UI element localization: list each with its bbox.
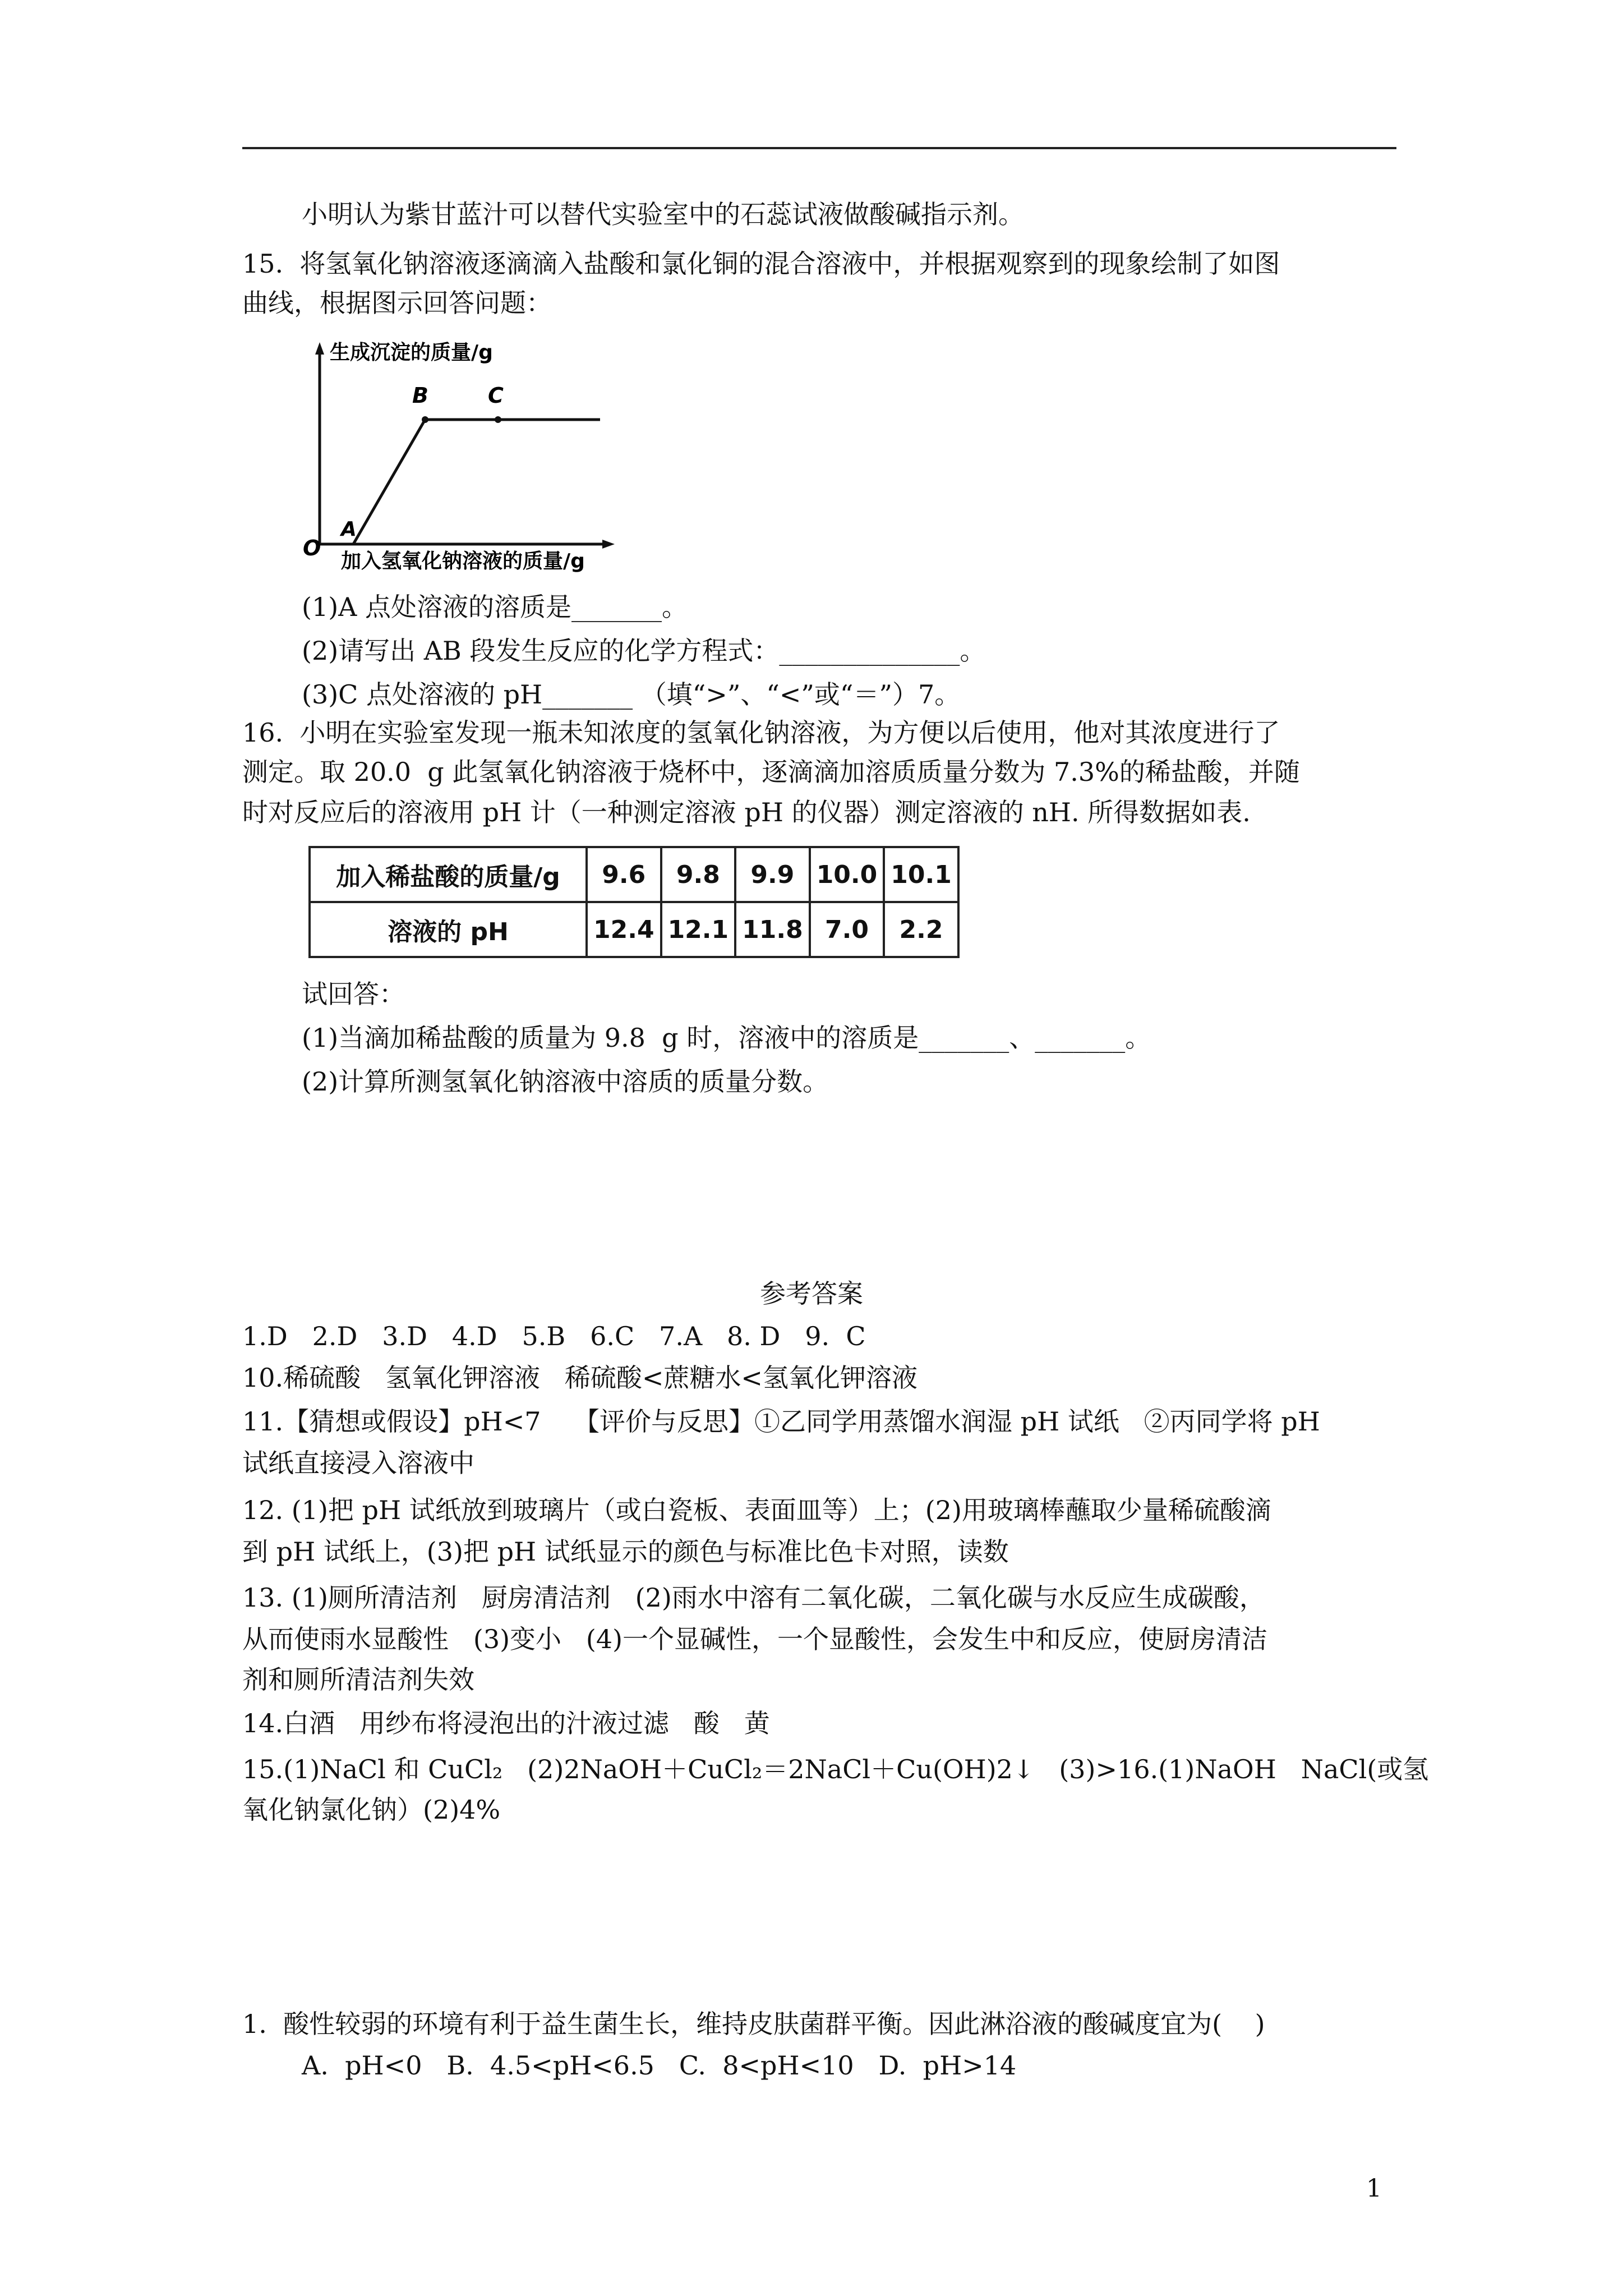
graph-ylabel: 生成沉淀的质量/g — [330, 341, 493, 364]
answer-line: 11.【猜想或假设】pH<7 【评价与反思】①乙同学用蒸馏水润湿 pH 试纸 ②丙同学将 pH — [242, 1406, 1320, 1437]
precipitate-graph — [303, 337, 662, 572]
answer-line: 15.(1)NaCl 和 CuCl₂ (2)2NaOH＋CuCl₂＝2NaCl＋Cu(OH)2↓ (3)>16.(1)NaOH NaCl(或氢 — [242, 1754, 1429, 1784]
table-cell: 10.1 — [884, 847, 958, 902]
intro-line: 小明认为紫甘蓝汁可以替代实验室中的石蕊试液做酸碱指示剂。 — [302, 199, 1024, 229]
graph-point-c: C — [488, 383, 504, 408]
answer-line: 剂和厕所清洁剂失效 — [242, 1664, 474, 1695]
graph-origin: O — [303, 536, 321, 560]
answers-title: 参考答案 — [760, 1278, 863, 1309]
table-cell: 12.4 — [587, 902, 661, 957]
answer-line: 10.稀硫酸 氢氧化钾溶液 稀硫酸<蔗糖水<氢氧化钾溶液 — [242, 1363, 917, 1393]
graph-point-a: A — [341, 518, 357, 541]
q16-stem-1: 16. 小明在实验室发现一瓶未知浓度的氢氧化钠溶液，为方便以后使用，他对其浓度进行了 — [242, 717, 1280, 748]
graph-point-b: B — [412, 383, 428, 408]
table-row — [310, 847, 958, 902]
x-axis-arrow — [602, 540, 615, 549]
answer-line: 12. (1)把 pH 试纸放到玻璃片（或白瓷板、表面皿等）上；(2)用玻璃棒蘸取少量稀硫酸滴 — [242, 1495, 1271, 1525]
precipitate-curve — [353, 420, 600, 544]
q16-stem-2: 测定。取 20.0 g 此氢氧化钠溶液于烧杯中，逐滴滴加溶质质量分数为 7.3%的稀盐酸，并随 — [242, 757, 1300, 787]
q15-sub2: (2)请写出 AB 段发生反应的化学方程式：______________。 — [302, 636, 986, 666]
q15-stem-1: 15. 将氢氧化钠溶液逐滴滴入盐酸和氯化铜的混合溶液中，并根据观察到的现象绘制了如图 — [242, 249, 1280, 279]
extra-question-options: A. pH<0 B. 4.5<pH<6.5 C. 8<pH<10 D. pH>14 — [302, 2050, 1017, 2081]
table-cell: 12.1 — [661, 902, 736, 957]
table-cell: 7.0 — [810, 902, 884, 957]
q15-stem-2: 曲线，根据图示回答问题： — [242, 288, 552, 318]
table-header-cell: 溶液的 pH — [310, 902, 587, 957]
answer-line: 1.D 2.D 3.D 4.D 5.B 6.C 7.A 8. D 9. C — [242, 1321, 866, 1351]
y-axis-arrow — [315, 342, 324, 355]
q15-sub1: (1)A 点处溶液的溶质是_______。 — [302, 592, 688, 622]
table-cell: 9.6 — [587, 847, 661, 902]
q15-sub3: (3)C 点处溶液的 pH_______ （填“>”、“<”或“＝”）7。 — [302, 679, 961, 710]
table-cell: 9.8 — [661, 847, 736, 902]
table-cell: 11.8 — [735, 902, 810, 957]
table-cell: 9.9 — [735, 847, 810, 902]
answer-line: 13. (1)厕所清洁剂 厨房清洁剂 (2)雨水中溶有二氧化碳，二氧化碳与水反应生成碳酸， — [242, 1582, 1265, 1613]
point-b-dot — [422, 416, 428, 423]
table-row — [310, 902, 958, 957]
point-c-dot — [495, 416, 501, 423]
q16-answer-intro: 试回答： — [302, 979, 405, 1009]
graph-xlabel: 加入氢氧化钠溶液的质量/g — [341, 550, 585, 572]
q16-stem-3: 时对反应后的溶液用 pH 计（一种测定溶液 pH 的仪器）测定溶液的 nH. 所得数据如表. — [242, 797, 1251, 827]
table-cell: 10.0 — [810, 847, 884, 902]
table-cell: 2.2 — [884, 902, 958, 957]
answer-line: 到 pH 试纸上，(3)把 pH 试纸显示的颜色与标准比色卡对照，读数 — [242, 1536, 1009, 1567]
answer-line: 14.白酒 用纱布将浸泡出的汁液过滤 酸 黄 — [242, 1708, 770, 1738]
answer-line: 从而使雨水显酸性 (3)变小 (4)一个显碱性，一个显酸性，会发生中和反应，使厨房清洁 — [242, 1624, 1268, 1654]
page-number: 1 — [1366, 2174, 1382, 2203]
answer-line: 试纸直接浸入溶液中 — [242, 1448, 474, 1478]
header-rule — [242, 147, 1396, 149]
q16-sub1: (1)当滴加稀盐酸的质量为 9.8 g 时，溶液中的溶质是_______、_______。 — [302, 1023, 1151, 1053]
table-header-cell: 加入稀盐酸的质量/g — [310, 847, 587, 902]
answer-line: 氧化钠氯化钠）(2)4% — [242, 1795, 501, 1825]
ph-data-table — [308, 846, 960, 958]
q16-sub2: (2)计算所测氢氧化钠溶液中溶质的质量分数。 — [302, 1066, 829, 1097]
extra-question-stem: 1. 酸性较弱的环境有利于益生菌生长，维持皮肤菌群平衡。因此淋浴液的酸碱度宜为( ) — [242, 2009, 1265, 2039]
